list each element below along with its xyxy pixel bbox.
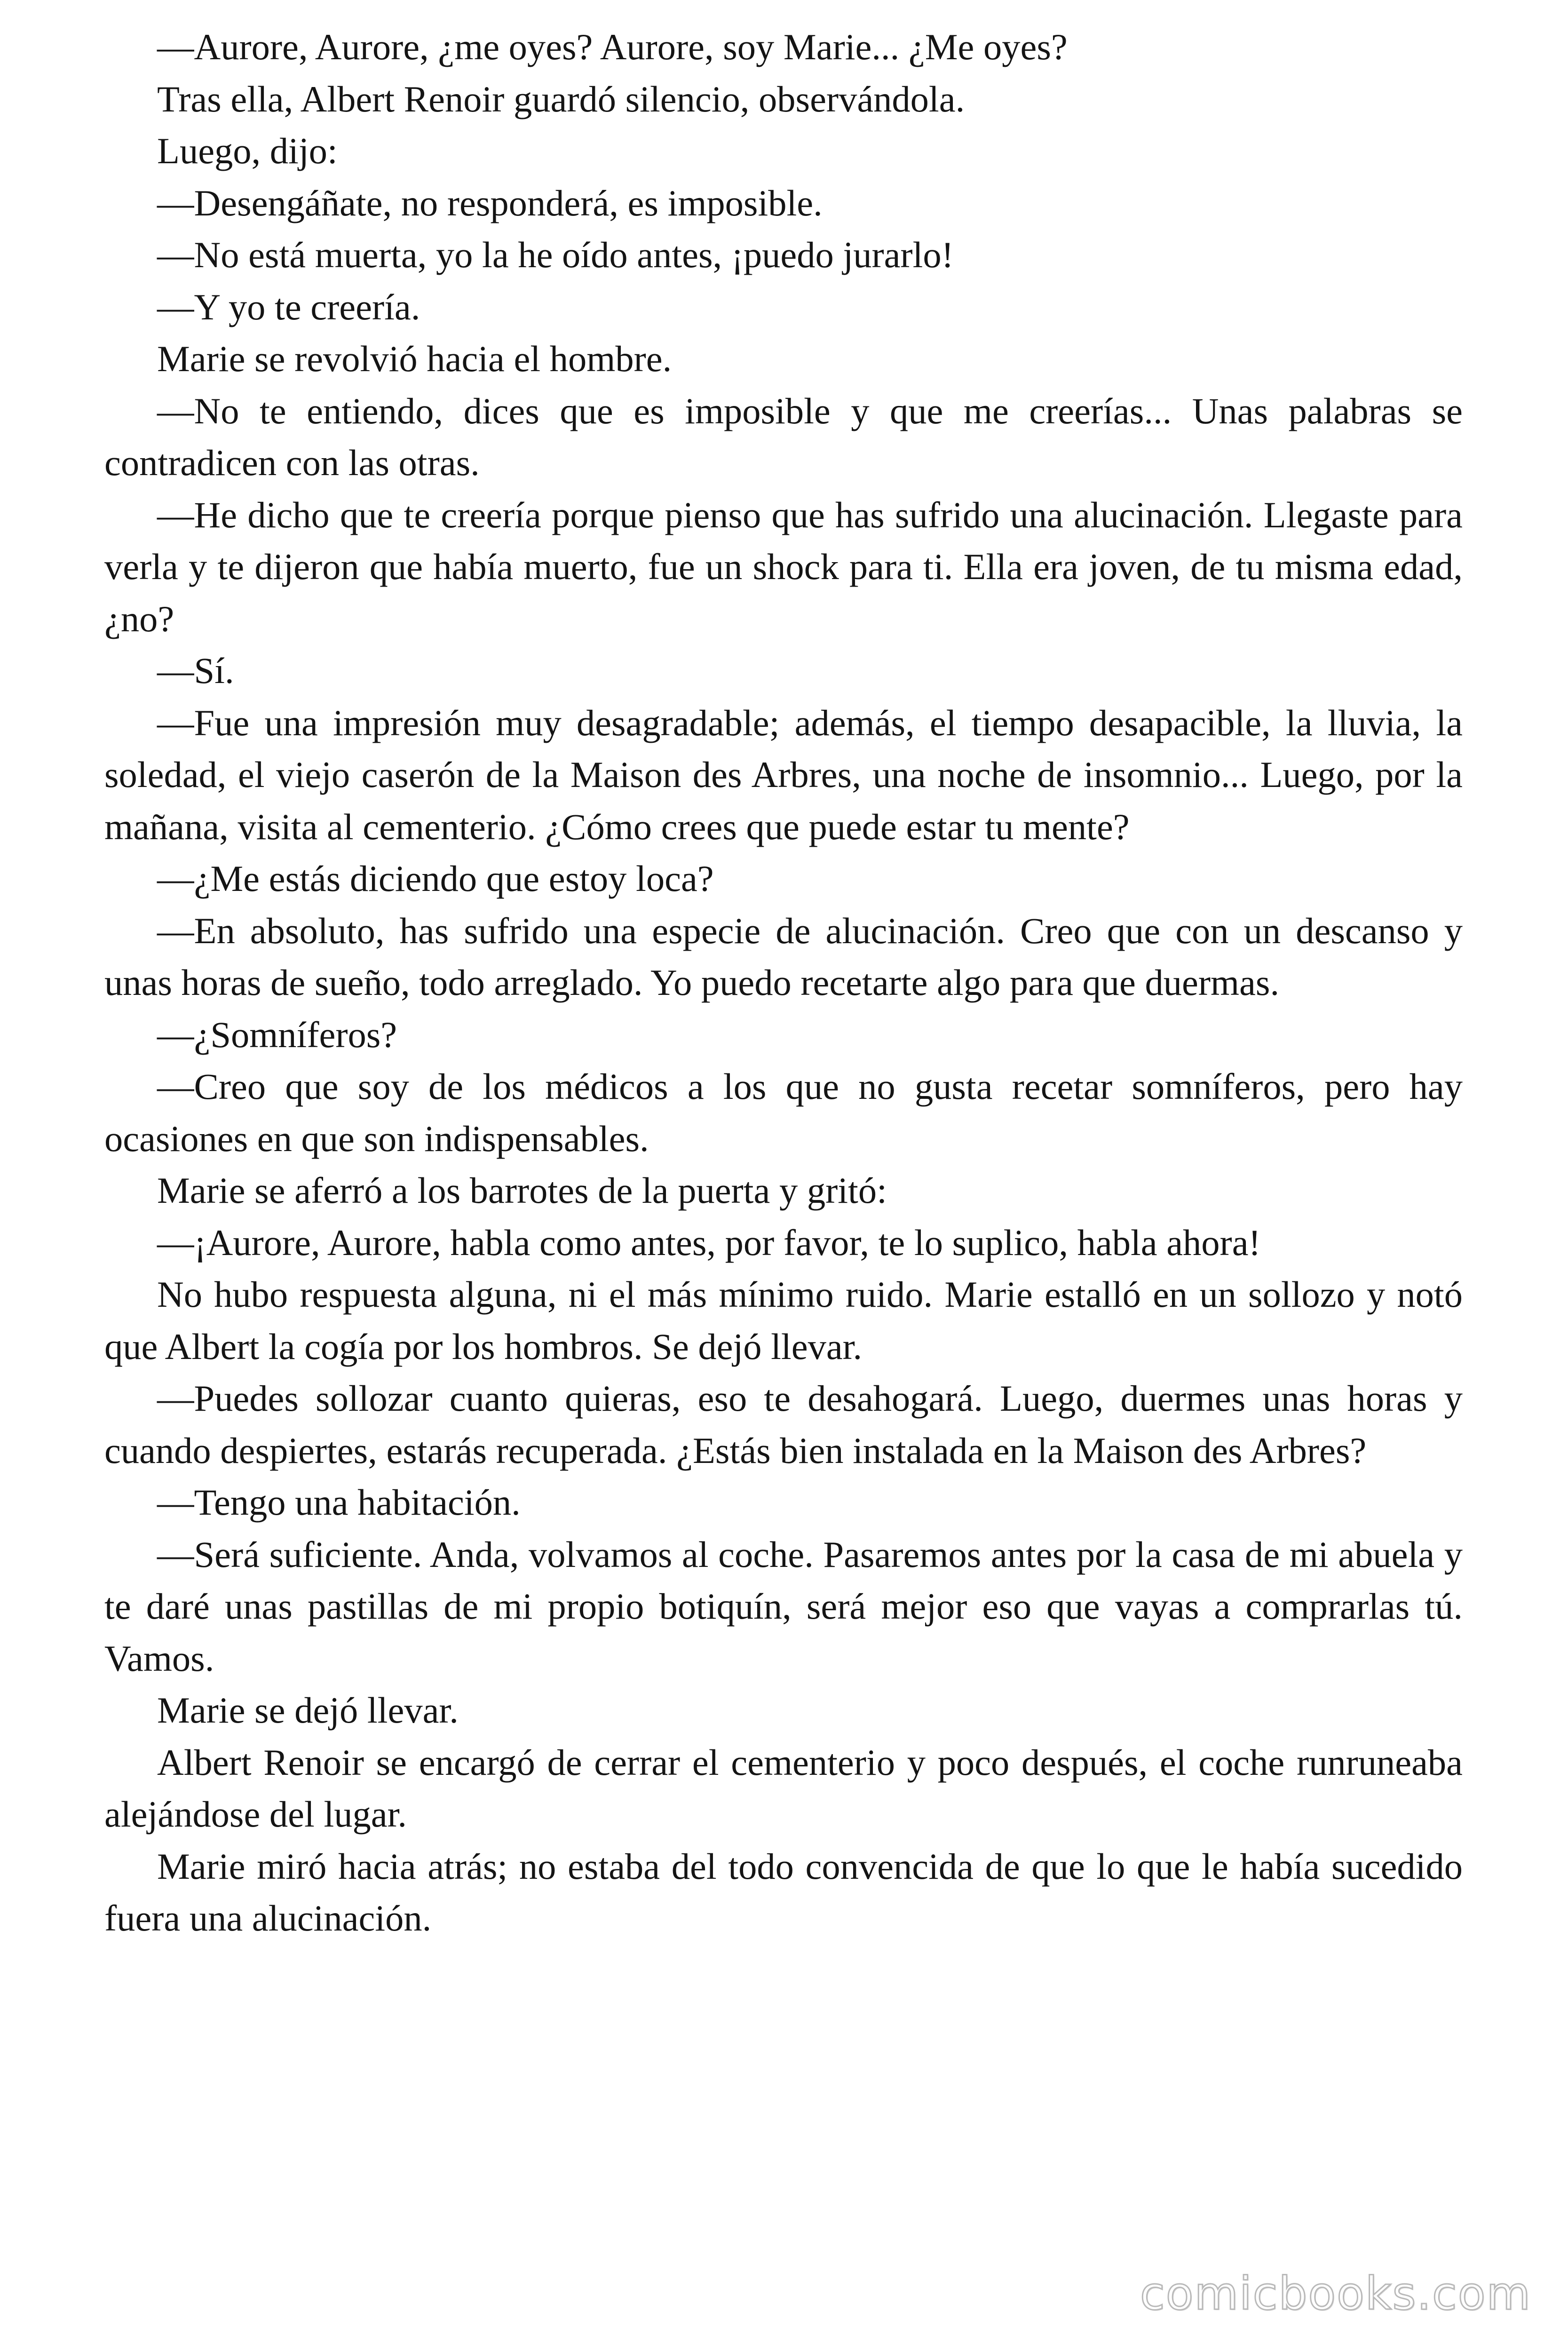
paragraph-8: —No te entiendo, dices que es imposible y que me creerías... Unas palabras se contradicen con las otras. bbox=[104, 390, 1463, 483]
paragraph-9: —He dicho que te creería porque pienso que has sufrido una alucinación. Llegaste para verla y te dijeron que había muerto, fue un shock para ti. Ella era joven, de tu misma edad, ¿no? bbox=[104, 494, 1463, 639]
watermark-logo: comicbooks.com bbox=[1140, 2267, 1531, 2320]
paragraph-21: —Será suficiente. Anda, volvamos al coche. Pasaremos antes por la casa de mi abuela y te daré unas pastillas de mi propio botiquín, será mejor eso que vayas a comprarlas tú. Vamos. bbox=[104, 1534, 1463, 1679]
paragraph-10: —Sí. bbox=[157, 650, 234, 691]
paragraph-6: —Y yo te creería. bbox=[157, 286, 420, 327]
paragraph-5: —No está muerta, yo la he oído antes, ¡puedo jurarlo! bbox=[157, 234, 954, 275]
paragraph-1: —Aurore, Aurore, ¿me oyes? Aurore, soy Marie... ¿Me oyes? bbox=[157, 26, 1068, 67]
paragraph-18: No hubo respuesta alguna, ni el más mínimo ruido. Marie estalló en un sollozo y notó que Albert la cogía por los hombros. Se dejó llevar. bbox=[104, 1274, 1463, 1367]
paragraph-16: Marie se aferró a los barrotes de la puerta y gritó: bbox=[157, 1170, 887, 1211]
paragraph-4: —Desengáñate, no responderá, es imposible. bbox=[157, 182, 823, 223]
paragraph-24: Marie miró hacia atrás; no estaba del todo convencida de que lo que le había sucedido fuera una alucinación. bbox=[104, 1845, 1463, 1939]
document-page bbox=[104, 21, 1463, 1945]
paragraph-13: —En absoluto, has sufrido una especie de alucinación. Creo que con un descanso y unas horas de sueño, todo arreglado. Yo puedo recetarte algo para que duermas. bbox=[104, 910, 1463, 1003]
paragraph-3: Luego, dijo: bbox=[157, 130, 338, 171]
paragraph-7: Marie se revolvió hacia el hombre. bbox=[157, 338, 672, 379]
paragraph-23: Albert Renoir se encargó de cerrar el cementerio y poco después, el coche runruneaba alejándose del lugar. bbox=[104, 1741, 1463, 1835]
paragraph-15: —Creo que soy de los médicos a los que no gusta recetar somníferos, pero hay ocasiones en que son indispensables. bbox=[104, 1066, 1463, 1159]
paragraph-12: —¿Me estás diciendo que estoy loca? bbox=[157, 858, 714, 899]
paragraph-20: —Tengo una habitación. bbox=[157, 1482, 521, 1523]
paragraph-14: —¿Somníferos? bbox=[157, 1014, 397, 1055]
paragraph-11: —Fue una impresión muy desagradable; además, el tiempo desapacible, la lluvia, la soledad, el viejo caserón de la Maison des Arbres, una noche de insomnio... Luego, por la mañana, visita al cementerio. ¿Cómo crees que puede estar tu mente? bbox=[104, 702, 1463, 847]
paragraph-22: Marie se dejó llevar. bbox=[157, 1690, 459, 1731]
paragraph-19: —Puedes sollozar cuanto quieras, eso te desahogará. Luego, duermes unas horas y cuando despiertes, estarás recuperada. ¿Estás bien instalada en la Maison des Arbres? bbox=[104, 1378, 1463, 1471]
paragraph-17: —¡Aurore, Aurore, habla como antes, por favor, te lo suplico, habla ahora! bbox=[157, 1222, 1261, 1263]
paragraph-2: Tras ella, Albert Renoir guardó silencio, observándola. bbox=[157, 78, 965, 119]
